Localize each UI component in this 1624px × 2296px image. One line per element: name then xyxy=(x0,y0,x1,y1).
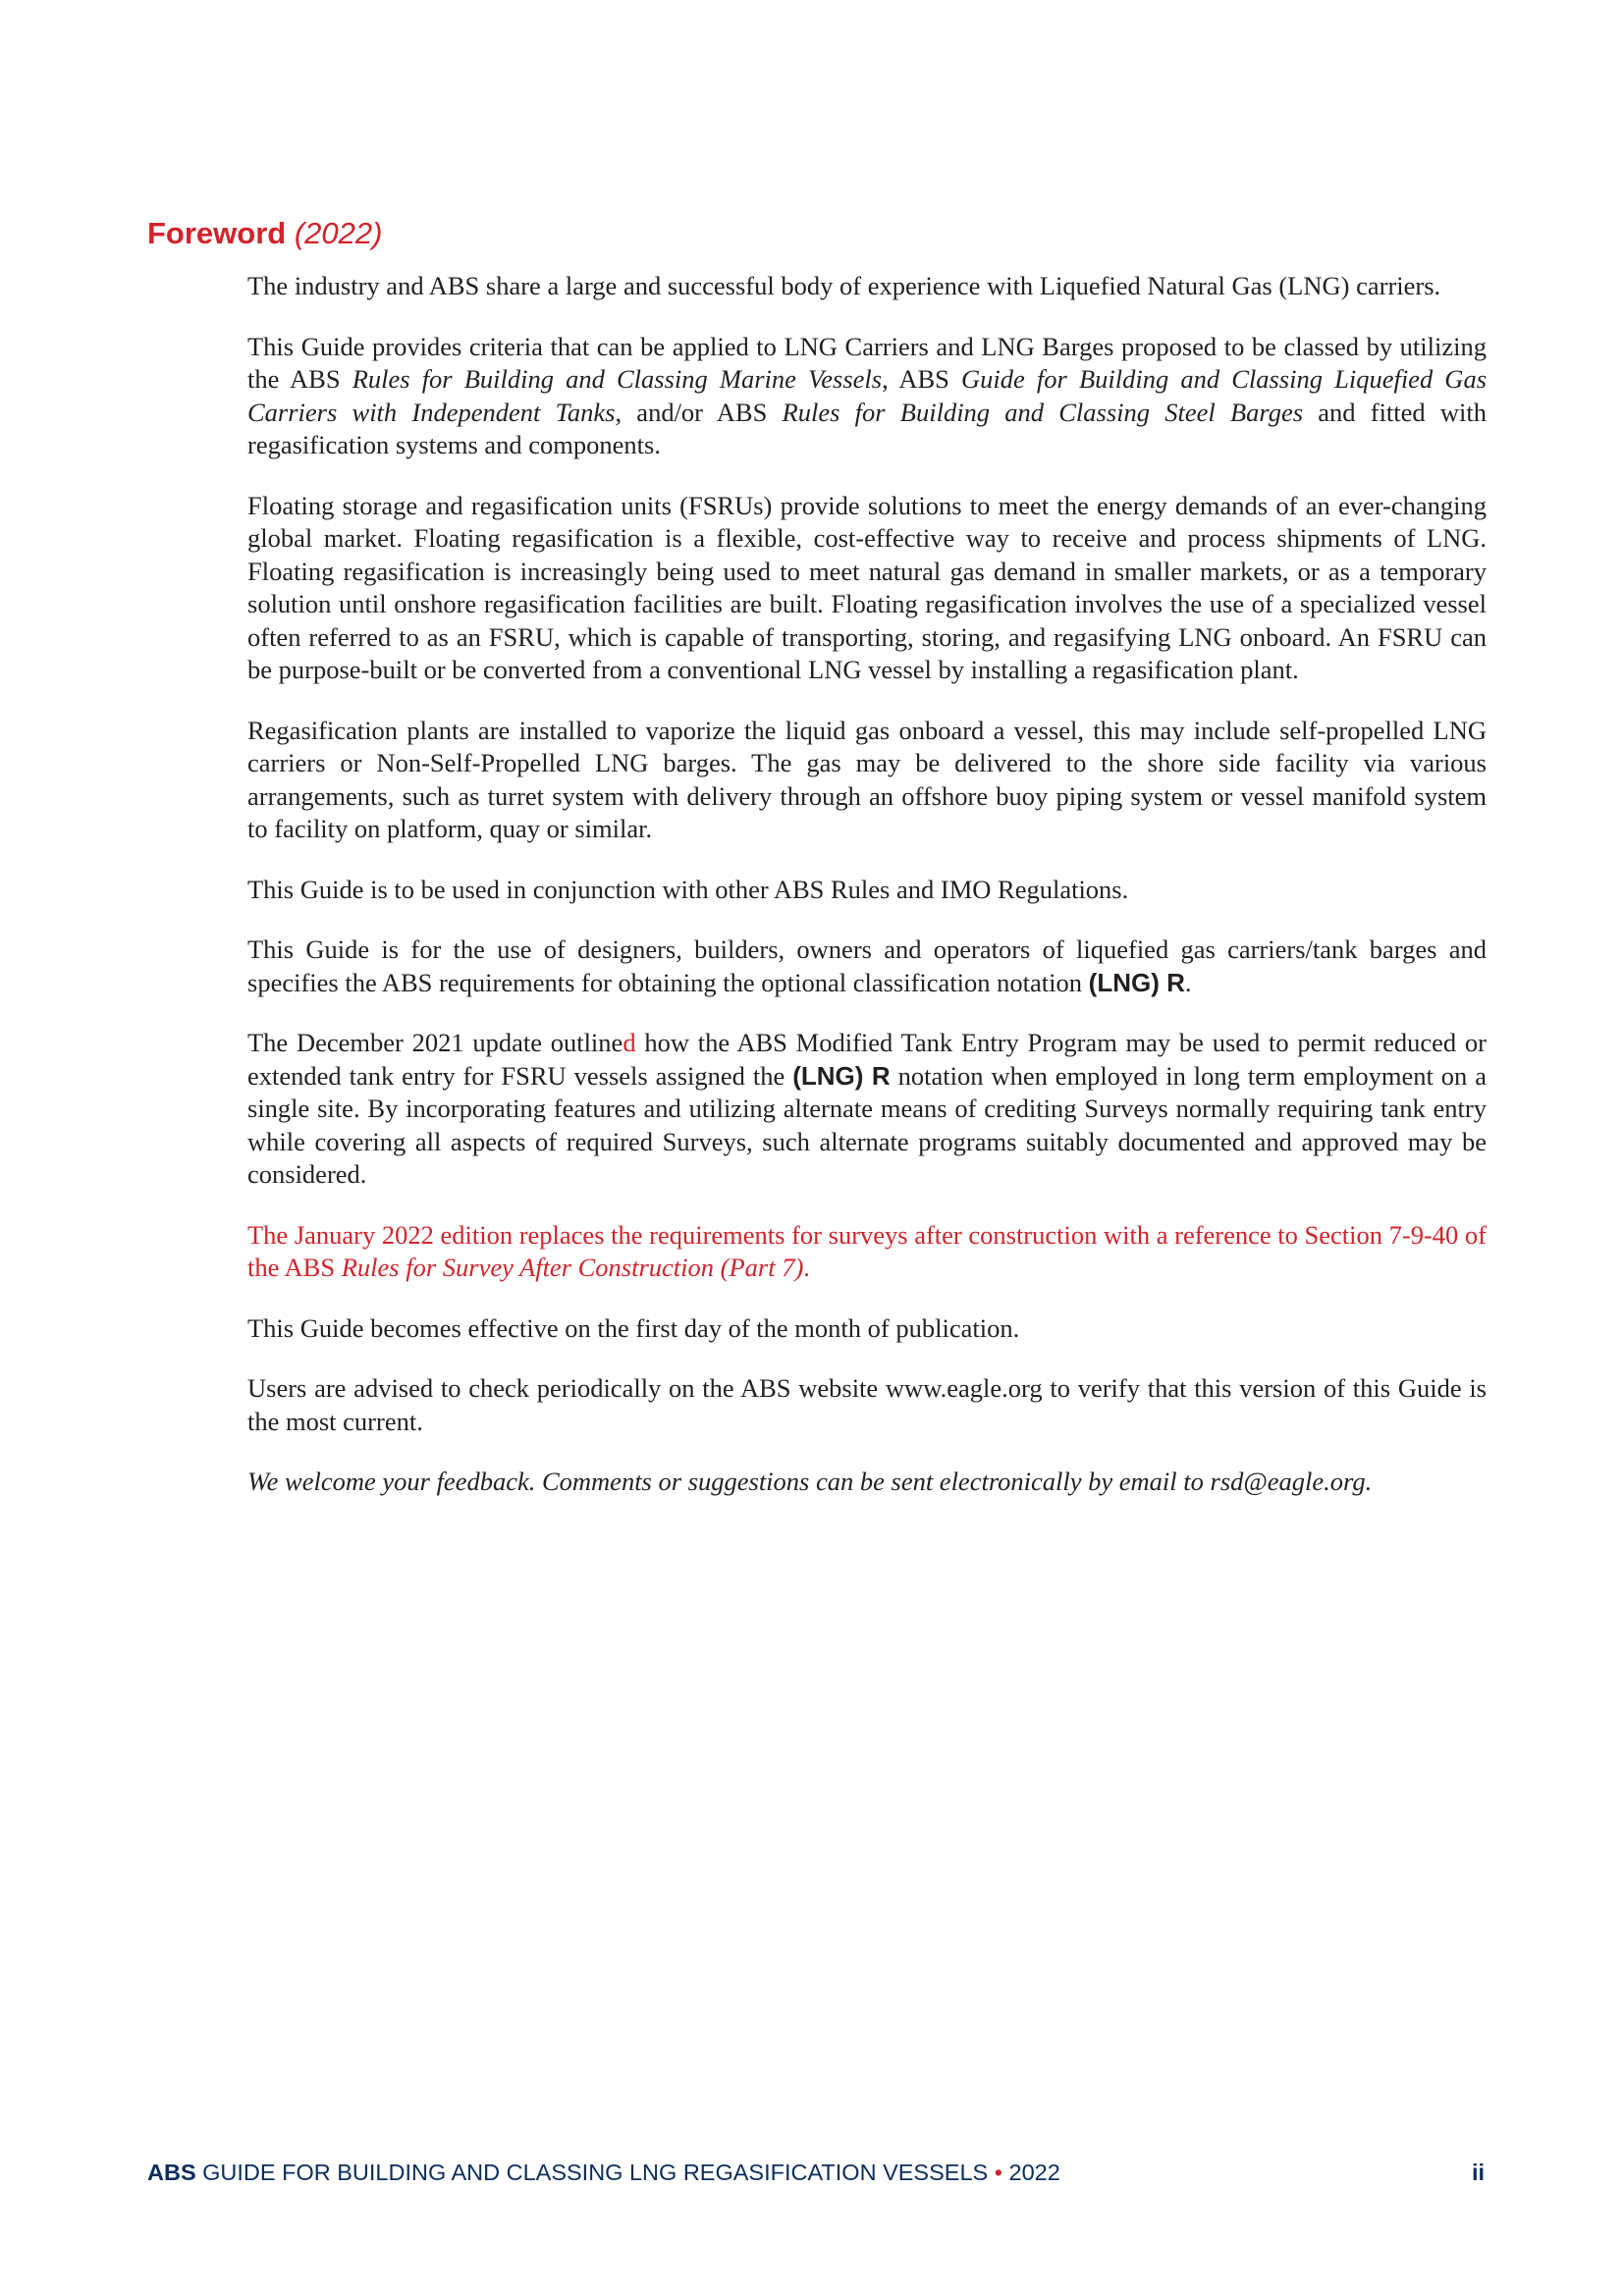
paragraph-8-text-c: . xyxy=(803,1253,810,1282)
paragraph-11 xyxy=(247,1466,1487,1499)
paragraph-2-text-g: and fitted with regasification systems and components. xyxy=(247,397,1487,459)
paragraph-2-text-e: , and/or ABS xyxy=(615,397,783,427)
paragraph-7-text-a: The December 2021 update outline xyxy=(247,1028,623,1057)
footer-bullet: • xyxy=(994,2160,1002,2185)
footer-brand: ABS xyxy=(147,2160,196,2185)
paragraph-4: Regasification plants are installed to vaporize the liquid gas onboard a vessel, this may include self-propelled LNG carriers or Non-Self-Propelled LNG barges. The gas may be delivered to the shore side facility via various arrangements, such as turret system with delivery through an offshore buoy piping system or vessel manifold system to facility on platform, quay or similar. xyxy=(247,715,1487,843)
paragraph-2-text-a: This Guide provides criteria that can be applied to LNG Carriers and LNG Barges proposed to be classed by utilizing the ABS xyxy=(247,331,1487,394)
paragraph-2 xyxy=(247,331,1487,462)
paragraph-6-text-a: This Guide is for the use of designers, builders, owners and operators of liquefied gas carriers/tank barges and specifies the ABS requirements for obtaining the optional classification notation xyxy=(247,934,1487,997)
page-footer xyxy=(147,2160,1485,2191)
paragraph-7-text-c: notation when employed in long term employment on a single site. By incorporating features and utilizing alternate means of crediting Surveys normally requiring tank entry while covering all aspects of required Surveys, such alternate programs suitably documented and approved may be considered. xyxy=(247,1060,1487,1189)
paragraph-6-text-b: . xyxy=(1184,967,1192,997)
paragraph-3: Floating storage and regasification units (FSRUs) provide solutions to meet the energy demands of an ever-changing global market. Floating regasification is a flexible, cost-effective way to receive and process shipments of LNG. Floating regasification is increasingly being used to meet natural gas demand in smaller markets, or as a temporary solution until onshore regasification facilities are built. Floating regasification involves the use of a specialized vessel often referred to as an FSRU, which is capable of transporting, storing, and regasifying LNG onboard. An FSRU can be purpose-built or be converted from a conventional LNG vessel by installing a regasification plant. xyxy=(247,490,1487,684)
paragraph-9: This Guide becomes effective on the first day of the month of publication. xyxy=(247,1312,1020,1343)
footer-title: GUIDE FOR BUILDING AND CLASSING LNG REGASIFICATION VESSELS xyxy=(202,2160,989,2185)
heading-title: Foreword xyxy=(147,216,287,250)
feedback-note: We welcome your feedback. Comments or suggestions can be sent electronically by email to rsd@eagle.org. xyxy=(247,1467,1373,1496)
paragraph-7-text-b: how the ABS Modified Tank Entry Program may be used to permit reduced or extended tank entry for FSRU vessels assigned the xyxy=(247,1028,1487,1091)
guide-independent-tanks-title: Guide for Building and Classing Liquefied Gas Carriers with Independent Tanks xyxy=(247,364,1488,427)
paragraph-8-revision xyxy=(247,1219,1487,1285)
revision-mark: d xyxy=(623,1028,636,1057)
footer-year: 2022 xyxy=(1008,2160,1060,2185)
heading-year: (2022) xyxy=(294,216,383,250)
paragraph-1: The industry and ABS share a large and successful body of experience with Liquefied Natural Gas (LNG) carriers. xyxy=(247,271,1441,300)
rules-marine-vessels-title: Rules for Building and Classing Marine Vessels xyxy=(352,364,883,394)
paragraph-7 xyxy=(247,1027,1487,1192)
page-title xyxy=(147,214,382,253)
paragraph-2-text-c: , ABS xyxy=(882,364,962,394)
page-number: ii xyxy=(1471,2160,1485,2185)
paragraph-8-text-a: The January 2022 edition replaces the requirements for surveys after construction with a reference to Section 7-9-40 of the ABS xyxy=(247,1219,1487,1282)
rules-steel-barges-title: Rules for Building and Classing Steel Barges xyxy=(782,397,1304,427)
foreword-body xyxy=(247,270,1487,1526)
paragraph-10: Users are advised to check periodically on the ABS website www.eagle.org to verify that this version of this Guide is the most current. xyxy=(247,1373,1487,1436)
rules-survey-title: Rules for Survey After Construction (Part 7) xyxy=(341,1253,804,1282)
lng-r-notation: (LNG) R xyxy=(1088,967,1185,997)
paragraph-6 xyxy=(247,934,1487,999)
lng-r-notation: (LNG) R xyxy=(792,1060,891,1091)
paragraph-5: This Guide is to be used in conjunction with other ABS Rules and IMO Regulations. xyxy=(247,874,1129,904)
